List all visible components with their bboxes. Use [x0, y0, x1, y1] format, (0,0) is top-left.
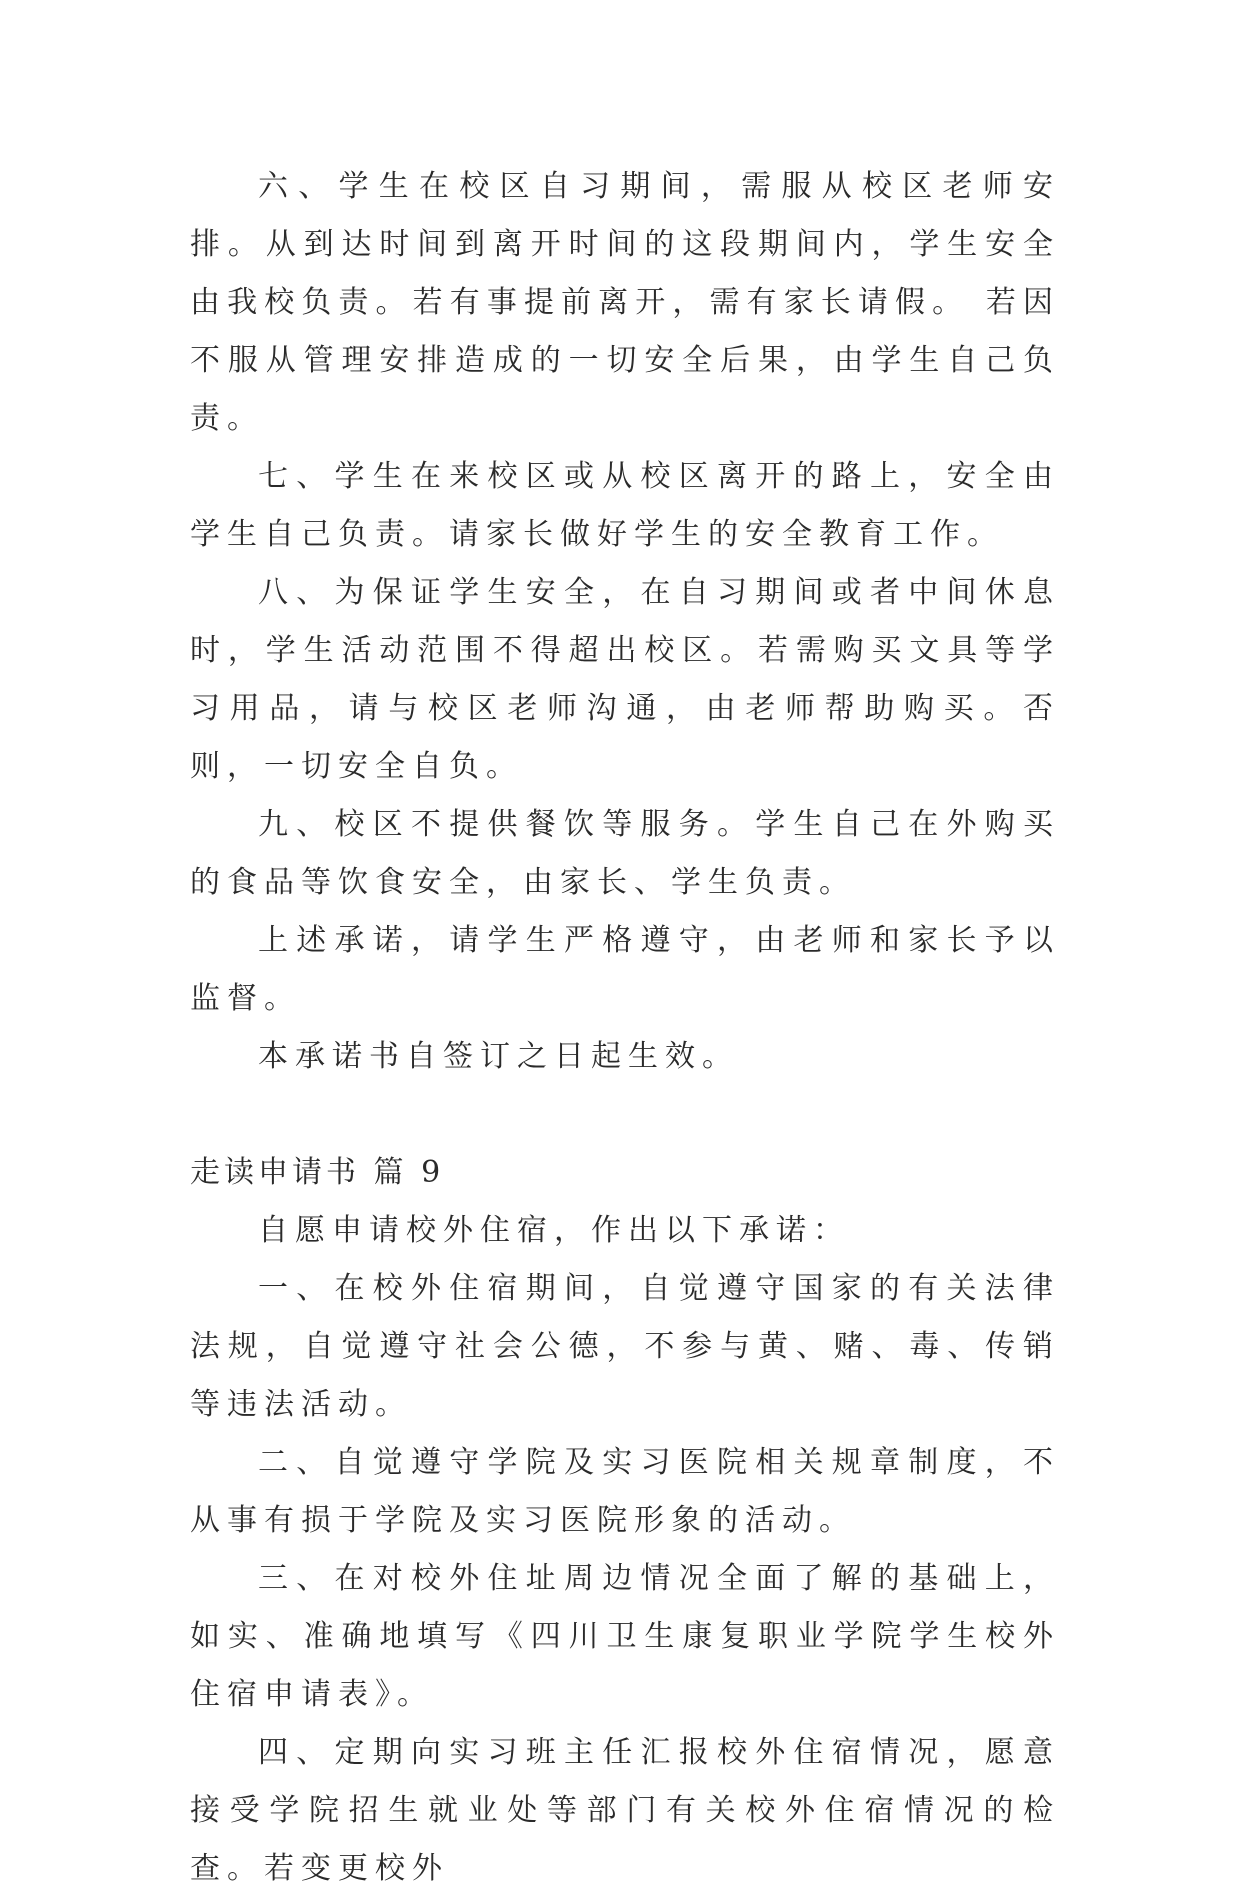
- paragraph-item-9: 九、校区不提供餐饮等服务。学生自己在外购买的食品等饮食安全，由家长、学生负责。: [190, 807, 1060, 900]
- section-heading: 走读申请书 篇 9: [190, 1155, 445, 1190]
- paragraph-item-6: 六、学生在校区自习期间，需服从校区老师安排。从到达时间到离开时间的这段期间内，学生安全由我校负责。若有事提前离开，需有家长请假。 若因不服从管理安排造成的一切安全后果，由学生自己负责。: [190, 169, 1060, 436]
- paragraph-commitment-note: 上述承诺，请学生严格遵守，由老师和家长予以监督。: [190, 923, 1060, 1016]
- paragraph-item-1: 一、在校外住宿期间，自觉遵守国家的有关法律法规，自觉遵守社会公德，不参与黄、赌、毒、传销等违法活动。: [190, 1271, 1060, 1422]
- paragraph-item-8: 八、为保证学生安全，在自习期间或者中间休息时，学生活动范围不得超出校区。若需购买文具等学习用品，请与校区老师沟通，由老师帮助购买。否则，一切安全自负。: [190, 575, 1060, 784]
- paragraph-item-4: 四、定期向实习班主任汇报校外住宿情况，愿意接受学院招生就业处等部门有关校外住宿情况的检查。若变更校外: [190, 1735, 1060, 1886]
- paragraph-effective-note: 本承诺书自签订之日起生效。: [258, 1039, 739, 1074]
- document-body: [190, 158, 1060, 1898]
- paragraph-intro: 自愿申请校外住宿，作出以下承诺：: [258, 1213, 850, 1248]
- paragraph-item-2: 二、自觉遵守学院及实习医院相关规章制度，不从事有损于学院及实习医院形象的活动。: [190, 1445, 1060, 1538]
- paragraph-item-3: 三、在对校外住址周边情况全面了解的基础上，如实、准确地填写《四川卫生康复职业学院学生校外住宿申请表》。: [190, 1561, 1060, 1712]
- paragraph-item-7: 七、学生在来校区或从校区离开的路上，安全由学生自己负责。请家长做好学生的安全教育工作。: [190, 459, 1060, 552]
